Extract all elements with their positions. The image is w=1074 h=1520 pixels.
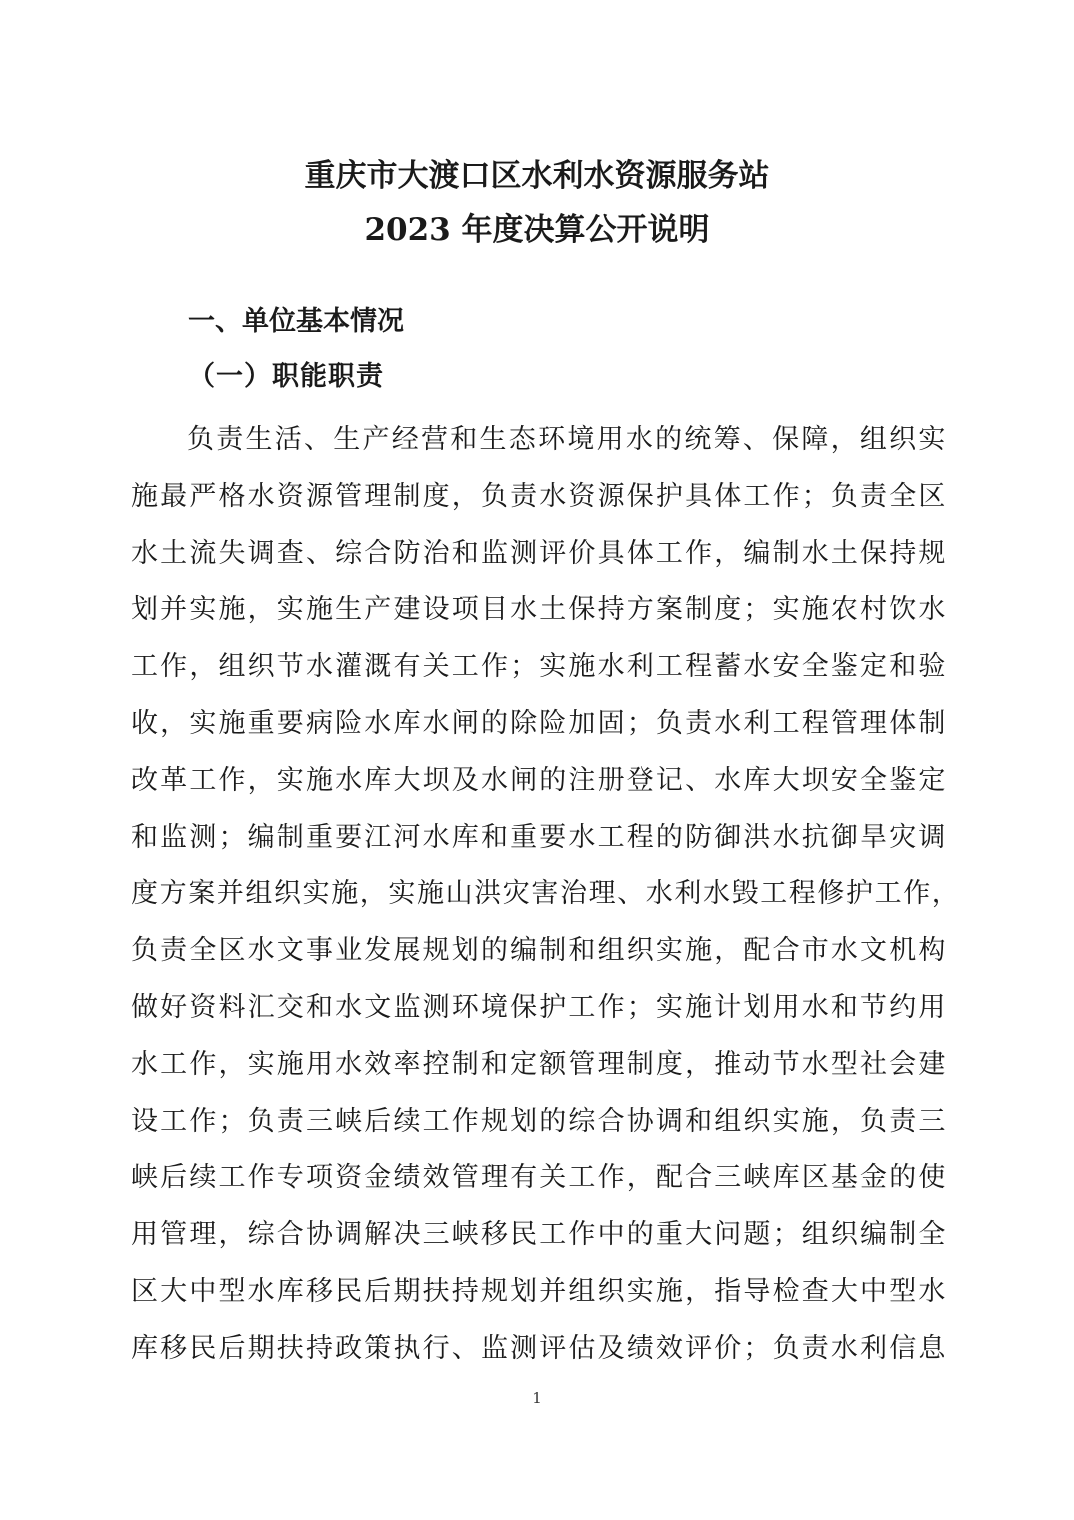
document-title-line1: 重庆市大渡口区水利水资源服务站	[304, 158, 770, 194]
paragraph-line: 峡后续工作专项资金绩效管理有关工作，配合三峡库区基金的使	[131, 1162, 947, 1194]
paragraph-line: 负责全区水文事业发展规划的编制和组织实施，配合市水文机构	[131, 935, 947, 967]
paragraph-line: 库移民后期扶持政策执行、监测评估及绩效评价；负责水利信息	[131, 1332, 947, 1364]
paragraph-line: 水土流失调查、综合防治和监测评价具体工作，编制水土保持规	[131, 537, 947, 569]
paragraph-line: 负责生活、生产经营和生态环境用水的统筹、保障，组织实	[187, 424, 947, 455]
paragraph-line: 设工作；负责三峡后续工作规划的综合协调和组织实施，负责三	[131, 1105, 947, 1137]
body-paragraph	[131, 412, 961, 1378]
paragraph-line: 水工作，实施用水效率控制和定额管理制度，推动节水型社会建	[131, 1048, 947, 1080]
subsection-heading: （一）职能职责	[188, 361, 384, 392]
paragraph-line: 做好资料汇交和水文监测环境保护工作；实施计划用水和节约用	[131, 991, 947, 1023]
paragraph-line: 收，实施重要病险水库水闸的除险加固；负责水利工程管理体制	[131, 707, 947, 739]
paragraph-line: 度方案并组织实施，实施山洪灾害治理、水利水毁工程修护工作，	[131, 878, 961, 910]
document-title-line2: 2023 年度决算公开说明	[364, 212, 710, 248]
paragraph-line: 区大中型水库移民后期扶持规划并组织实施，指导检查大中型水	[131, 1275, 947, 1307]
page-number: 1	[532, 1389, 542, 1407]
paragraph-line: 施最严格水资源管理制度，负责水资源保护具体工作；负责全区	[131, 480, 947, 512]
section-heading: 一、单位基本情况	[188, 306, 404, 337]
paragraph-line: 和监测；编制重要江河水库和重要水工程的防御洪水抗御旱灾调	[131, 821, 947, 853]
paragraph-line: 用管理，综合协调解决三峡移民工作中的重大问题；组织编制全	[131, 1219, 947, 1251]
paragraph-line: 改革工作，实施水库大坝及水闸的注册登记、水库大坝安全鉴定	[131, 764, 947, 796]
paragraph-line: 划并实施，实施生产建设项目水土保持方案制度；实施农村饮水	[131, 594, 947, 626]
paragraph-line: 工作，组织节水灌溉有关工作；实施水利工程蓄水安全鉴定和验	[131, 651, 947, 683]
